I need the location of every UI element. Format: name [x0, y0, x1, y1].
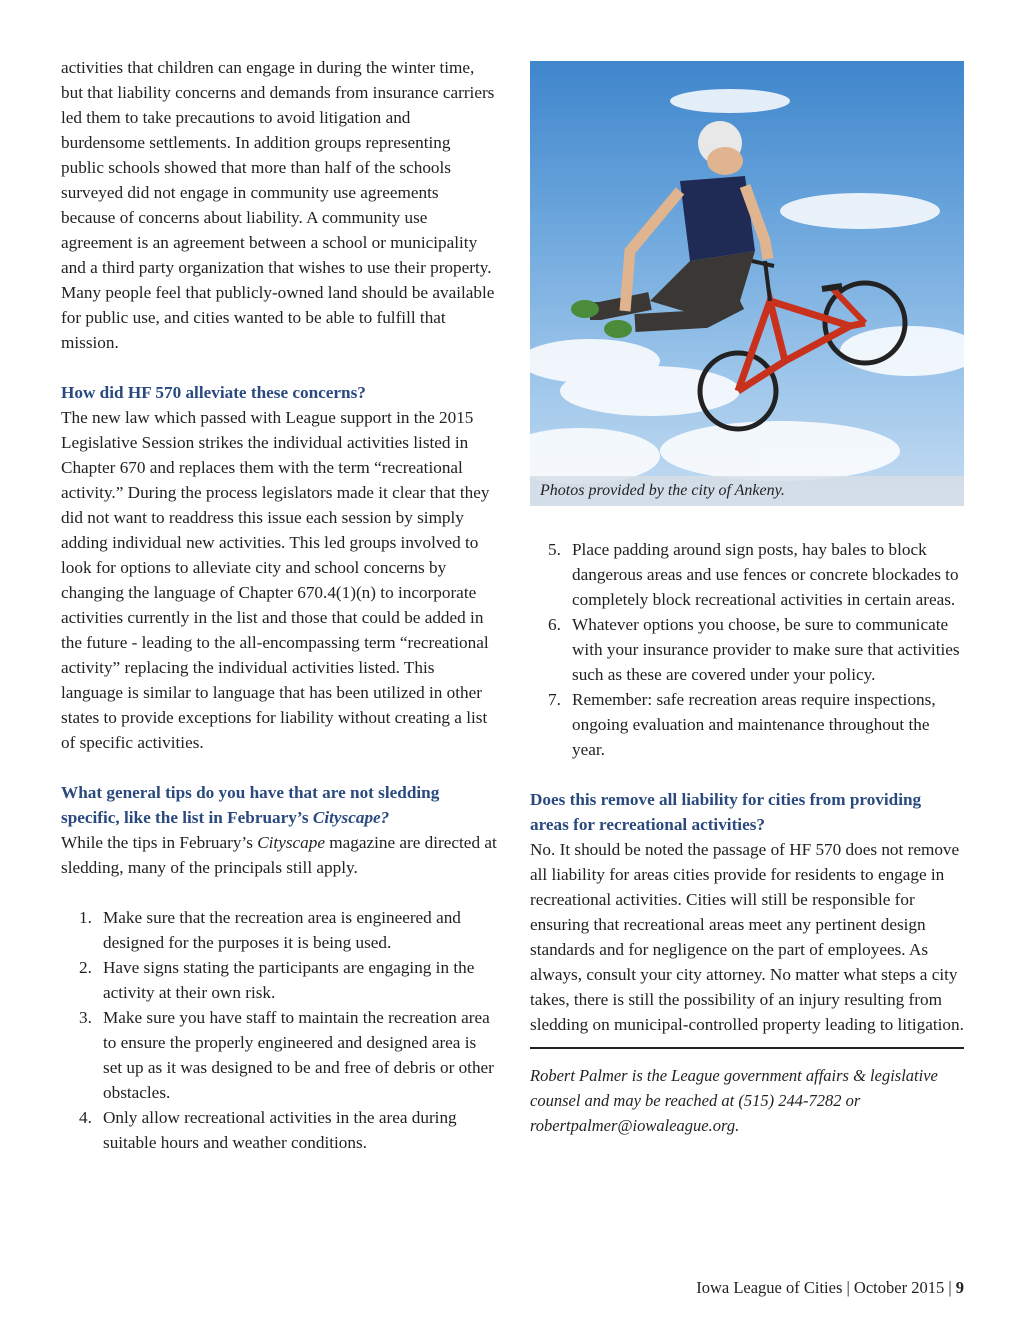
bmx-rider-photo: [530, 61, 964, 506]
heading-italic: Cityscape?: [312, 808, 390, 827]
right-column: [530, 537, 964, 1138]
list-item-text: Place padding around sign posts, hay bales to block dangerous areas and use fences or concrete blockades to completely block recreational activities in certain areas.: [572, 540, 959, 609]
tips-list-left: [61, 905, 497, 1155]
list-item: [61, 1005, 497, 1105]
list-item: [530, 612, 964, 687]
page-number: 9: [955, 1278, 964, 1297]
footer-publication: Iowa League of Cities | October 2015 |: [696, 1278, 956, 1297]
list-item-text: Make sure you have staff to maintain the recreation area to ensure the properly engineered and designed area is set up as it was designed to be and free of debris or other obstacles.: [103, 1008, 494, 1102]
list-item: [61, 955, 497, 1005]
hf570-paragraph: The new law which passed with League support in the 2015 Legislative Session strikes the individual activities listed in Chapter 670 and replaces them with the term “recreational activity.” During the process legislators made it clear that they did not want to readdress this issue each session by simply adding individual new activities. This led groups involved to look for options to alleviate city and school concerns by changing the language of Chapter 670.4(1)(n) to incorporate activities currently in the list and those that could be added in the future - leading to the all-encompassing term “recreational activity” replacing the individual activities listed. This language is similar to language that has been utilized in other states to provide exceptions for liability without creating a list of specific activities.: [61, 408, 490, 752]
tips-intro-paragraph: [61, 830, 497, 880]
tips-list-right: [530, 537, 964, 762]
list-item: [530, 687, 964, 762]
list-number: 6.: [548, 615, 561, 634]
list-number: 4.: [79, 1108, 92, 1127]
page-footer: [696, 1278, 964, 1298]
author-bio: Robert Palmer is the League government affairs & legislative counsel and may be reached at (515) 244-7282 or robertpalmer@iowaleague.org.: [530, 1066, 938, 1135]
left-column: [61, 55, 497, 1155]
clouds: [530, 89, 964, 484]
rider: [571, 121, 768, 338]
list-item: [61, 905, 497, 955]
list-number: 1.: [79, 908, 92, 927]
tips-intro-text: While the tips in February’s: [61, 833, 258, 852]
list-item-text: Remember: safe recreation areas require inspections, ongoing evaluation and maintenance throughout the year.: [572, 690, 936, 759]
tips-intro-text-end: magazine are directed at sledding, many of the principals still apply.: [61, 833, 497, 877]
list-number: 3.: [79, 1008, 92, 1027]
list-item-text: Have signs stating the participants are engaging in the activity at their own risk.: [103, 958, 475, 1002]
list-item-text: Only allow recreational activities in the area during suitable hours and weather conditions.: [103, 1108, 457, 1152]
tips-intro-italic: Cityscape: [257, 833, 325, 852]
liability-paragraph: No. It should be noted the passage of HF 570 does not remove all liability for areas cities provide for residents to engage in recreational activities. Cities will still be responsible for ensuring that recreational areas meet any pertinent design standards and for negligence on the part of employees. As always, consult your city attorney. No matter what steps a city takes, there is still the possibility of an injury resulting from sledding on municipal-controlled property leading to litigation.: [530, 840, 964, 1034]
list-number: 2.: [79, 958, 92, 977]
section-heading-general-tips: [61, 780, 497, 830]
list-item-text: Whatever options you choose, be sure to communicate with your insurance provider to make sure that activities such as these are covered under your policy.: [572, 615, 960, 684]
heading-text: What general tips do you have that are not sledding specific, like the list in February’s: [61, 783, 440, 827]
list-item-text: Make sure that the recreation area is engineered and designed for the purposes it is being used.: [103, 908, 461, 952]
list-item: [530, 537, 964, 612]
section-heading-liability: Does this remove all liability for cities from providing areas for recreational activities?: [530, 790, 922, 834]
list-item: [61, 1105, 497, 1155]
bmx-illustration: [530, 61, 964, 506]
intro-paragraph: activities that children can engage in during the winter time, but that liability concerns and demands from insurance carriers led them to take precautions to avoid litigation and burdensome settlements. In addition groups representing public schools showed that more than half of the schools surveyed did not engage in community use agreements because of concerns about liability. A community use agreement is an agreement between a school or municipality and a third party organization that wishes to use their property. Many people feel that publicly-owned land should be available for public use, and cities wanted to be able to fulfill that mission.: [61, 58, 495, 352]
list-number: 7.: [548, 690, 561, 709]
list-number: 5.: [548, 540, 561, 559]
divider: [530, 1047, 964, 1049]
photo-caption: Photos provided by the city of Ankeny.: [530, 476, 964, 506]
section-heading-hf570: How did HF 570 alleviate these concerns?: [61, 383, 366, 402]
